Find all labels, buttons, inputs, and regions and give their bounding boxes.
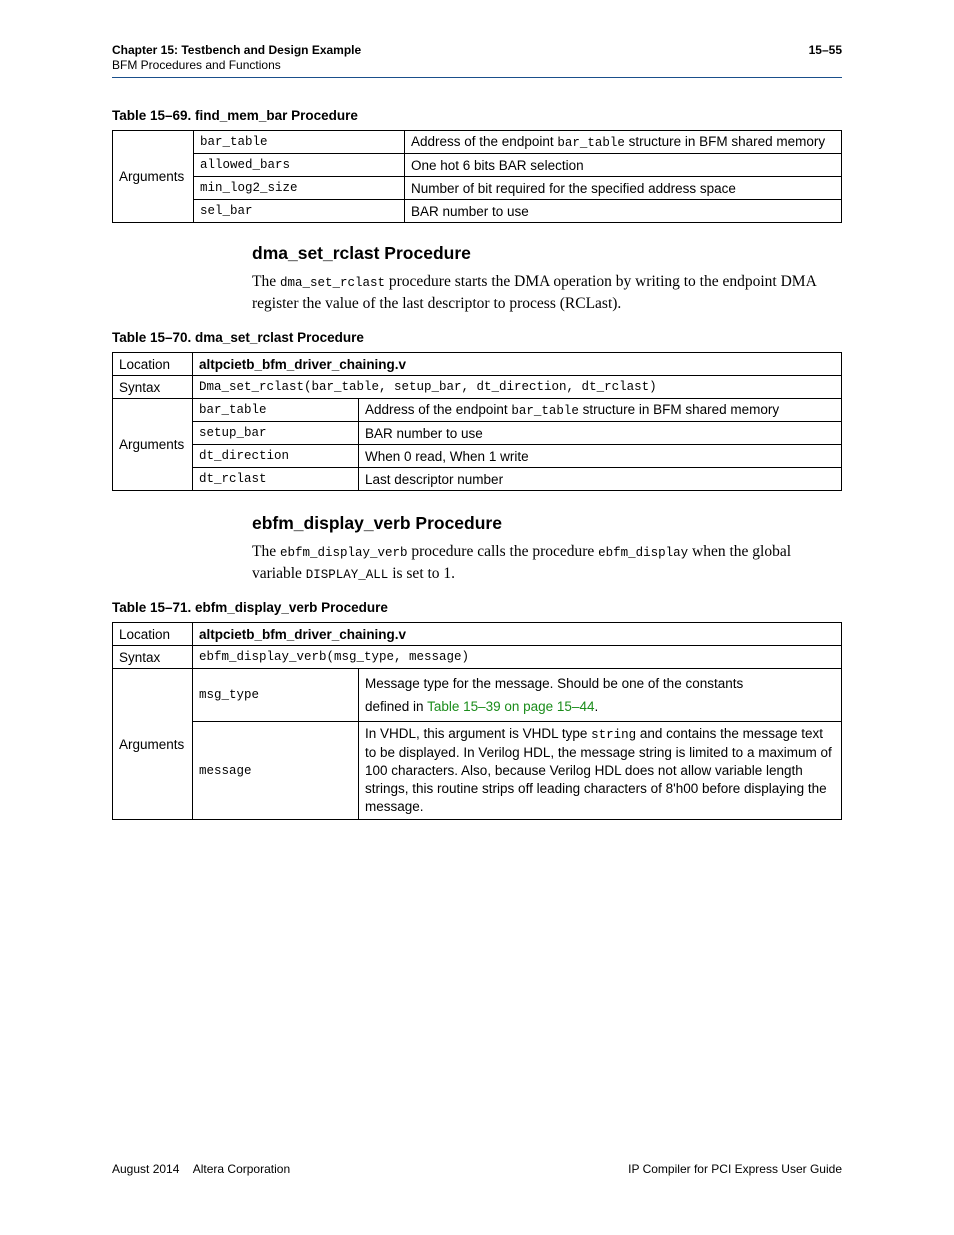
- arg-description: Message type for the message. Should be one of the constants defined in Table 15–39 on page 15–44.: [359, 669, 842, 722]
- arguments-label: Arguments: [113, 669, 193, 820]
- footer-left: [112, 1162, 290, 1176]
- arg-name: allowed_bars: [194, 154, 405, 177]
- table-dma-set-rclast: [112, 352, 842, 491]
- arg-description: One hot 6 bits BAR selection: [405, 154, 842, 177]
- table-row: [113, 376, 842, 399]
- arguments-label: Arguments: [113, 399, 193, 491]
- table-row: [113, 623, 842, 646]
- location-value: altpcietb_bfm_driver_chaining.v: [193, 353, 842, 376]
- arg-description: Address of the endpoint bar_table structure in BFM shared memory: [405, 131, 842, 154]
- section-paragraph-dma: The dma_set_rclast procedure starts the DMA operation by writing to the endpoint DMA register the value of the last descriptor to process (RCLast).: [252, 273, 816, 312]
- section-heading-dma-set-rclast: dma_set_rclast Procedure: [252, 243, 471, 263]
- arg-name: dt_rclast: [193, 468, 359, 491]
- location-label: Location: [113, 623, 193, 646]
- arg-name: dt_direction: [193, 445, 359, 468]
- table-row: [113, 646, 842, 669]
- arg-name: sel_bar: [194, 200, 405, 223]
- table-row: [113, 131, 842, 154]
- table-row: [113, 154, 842, 177]
- arg-description: In VHDL, this argument is VHDL type string and contains the message text to be displayed. In Verilog HDL, the message string is limited to a maximum of 100 characters. Also, because Verilog HDL does not allow variable length strings, this routine strips off leading characters of 8'h00 before displaying the message.: [359, 722, 842, 820]
- table-row: [113, 353, 842, 376]
- table-row: [113, 445, 842, 468]
- syntax-value: Dma_set_rclast(bar_table, setup_bar, dt_direction, dt_rclast): [193, 376, 842, 399]
- table-row: [113, 722, 842, 820]
- syntax-label: Syntax: [113, 376, 193, 399]
- running-header-section: BFM Procedures and Functions: [112, 58, 281, 72]
- arg-name: message: [193, 722, 359, 820]
- table-ebfm-display-verb: [112, 622, 842, 820]
- footer-company: Altera Corporation: [192, 1162, 291, 1176]
- table-caption-70: Table 15–70. dma_set_rclast Procedure: [112, 330, 364, 345]
- table-row: [113, 399, 842, 422]
- arg-name: msg_type: [193, 669, 359, 722]
- footer-date: August 2014: [112, 1162, 180, 1176]
- arg-name: bar_table: [193, 399, 359, 422]
- arg-name: min_log2_size: [194, 177, 405, 200]
- arg-name: bar_table: [194, 131, 405, 154]
- table-caption-69: Table 15–69. find_mem_bar Procedure: [112, 108, 358, 123]
- arg-description: Last descriptor number: [359, 468, 842, 491]
- arguments-label: Arguments: [113, 131, 194, 223]
- syntax-label: Syntax: [113, 646, 193, 669]
- arg-description: Number of bit required for the specified address space: [405, 177, 842, 200]
- page-number: 15–55: [808, 43, 842, 57]
- table-row: [113, 200, 842, 223]
- syntax-value: ebfm_display_verb(msg_type, message): [193, 646, 842, 669]
- arg-description: Address of the endpoint bar_table structure in BFM shared memory: [359, 399, 842, 422]
- table-cross-reference-link[interactable]: Table 15–39 on page 15–44: [427, 699, 595, 714]
- table-row: [113, 177, 842, 200]
- header-divider: [112, 77, 842, 78]
- table-row: [113, 422, 842, 445]
- location-label: Location: [113, 353, 193, 376]
- arg-description: BAR number to use: [359, 422, 842, 445]
- location-value: altpcietb_bfm_driver_chaining.v: [193, 623, 842, 646]
- section-heading-ebfm-display-verb: ebfm_display_verb Procedure: [252, 513, 502, 533]
- arg-description: When 0 read, When 1 write: [359, 445, 842, 468]
- table-find-mem-bar: [112, 130, 842, 223]
- table-caption-71: Table 15–71. ebfm_display_verb Procedure: [112, 600, 388, 615]
- table-row: [113, 468, 842, 491]
- running-header-chapter: Chapter 15: Testbench and Design Example: [112, 43, 362, 57]
- arg-description: BAR number to use: [405, 200, 842, 223]
- table-row: [113, 669, 842, 722]
- arg-name: setup_bar: [193, 422, 359, 445]
- footer-document-title: IP Compiler for PCI Express User Guide: [628, 1162, 842, 1176]
- section-paragraph-ebfm: The ebfm_display_verb procedure calls the procedure ebfm_display when the global variable DISPLAY_ALL is set to 1.: [252, 543, 792, 582]
